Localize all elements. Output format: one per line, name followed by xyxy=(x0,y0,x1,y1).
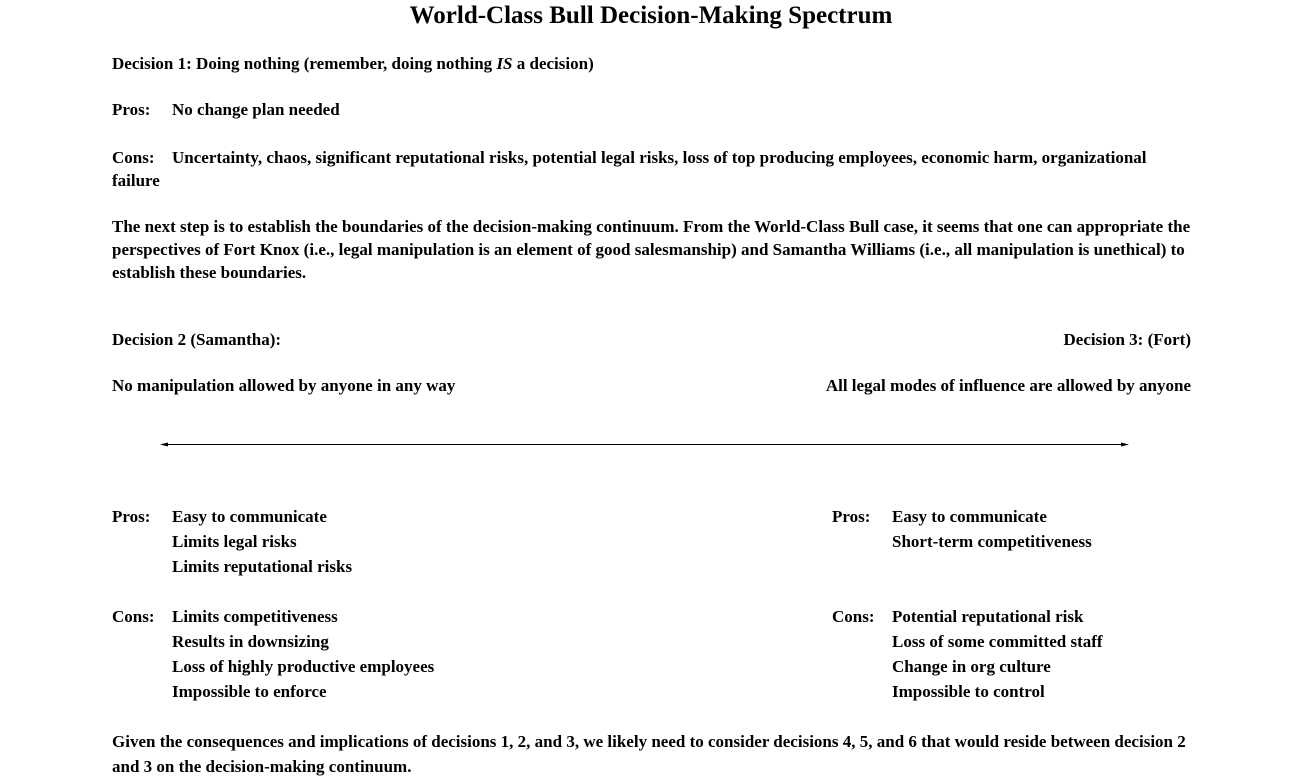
decision1-heading-text: Decision 1: Doing nothing (remember, doing nothing xyxy=(112,54,497,73)
list-item: Limits competitiveness xyxy=(172,607,338,626)
decision3-description: All legal modes of influence are allowed by anyone xyxy=(825,376,1191,395)
list-item: Limits legal risks xyxy=(172,532,297,551)
list-item: Change in org culture xyxy=(892,657,1051,676)
continuum-right-arrow-icon xyxy=(1121,443,1129,447)
decision2-cons xyxy=(112,604,612,709)
decision2-pros-list xyxy=(172,504,352,579)
list-item: Easy to communicate xyxy=(892,507,1047,526)
decision1-pros-label: Pros: xyxy=(112,100,151,119)
decision2-cons-label: Cons: xyxy=(112,607,155,626)
decision3-cons xyxy=(832,604,1232,709)
decision2-description: No manipulation allowed by anyone in any way xyxy=(112,376,456,395)
decision2-pros xyxy=(112,504,612,584)
decision3-pros xyxy=(832,504,1232,559)
list-item: Results in downsizing xyxy=(172,632,329,651)
decision2-heading: Decision 2 (Samantha): xyxy=(112,330,282,349)
decision1-heading-tail: a decision) xyxy=(512,54,594,73)
decision1-heading xyxy=(112,54,594,74)
continuum-left-arrow-icon xyxy=(160,443,168,447)
decision1-heading-emphasis: IS xyxy=(496,54,513,73)
decision2-cons-list xyxy=(172,604,434,704)
decision3-cons-list xyxy=(892,604,1103,704)
decision3-heading: Decision 3: (Fort) xyxy=(1063,330,1191,349)
list-item: Impossible to control xyxy=(892,682,1045,701)
page-title: World-Class Bull Decision-Making Spectrum xyxy=(409,2,893,29)
decision3-cons-label: Cons: xyxy=(832,607,875,626)
decision1-pros xyxy=(112,100,340,120)
list-item: Limits reputational risks xyxy=(172,557,353,576)
list-item: Loss of highly productive employees xyxy=(172,657,435,676)
list-item: Loss of some committed staff xyxy=(892,632,1103,651)
decision3-pros-list xyxy=(892,504,1092,554)
decision2-pros-label: Pros: xyxy=(112,507,151,526)
decision1-cons-label: Cons: xyxy=(112,148,155,167)
decision3-pros-label: Pros: xyxy=(832,507,871,526)
boundaries-paragraph: The next step is to establish the boundaries of the decision-making continuum. From the World-Class Bull case, it seems that one can appropriate the perspectives of Fort Knox (i.e., legal manipulation is an element of good salesmanship) and Samantha Williams (i.e., all manipulation is unethical) to establish these boundaries. xyxy=(112,217,1191,282)
conclusion-paragraph: Given the consequences and implications of decisions 1, 2, and 3, we likely need to consider decisions 4, 5, and 6 that would reside between decision 2 and 3 on the decision-making continuum. xyxy=(112,732,1186,776)
decision1-cons-text: Uncertainty, chaos, significant reputational risks, potential legal risks, loss of top producing employees, economic harm, organizational failure xyxy=(112,148,1147,190)
decision1-cons xyxy=(112,146,1197,192)
decision1-pros-text: No change plan needed xyxy=(172,100,340,119)
list-item: Potential reputational risk xyxy=(892,607,1084,626)
list-item: Easy to communicate xyxy=(172,507,327,526)
list-item: Impossible to enforce xyxy=(172,682,327,701)
list-item: Short-term competitiveness xyxy=(892,532,1092,551)
